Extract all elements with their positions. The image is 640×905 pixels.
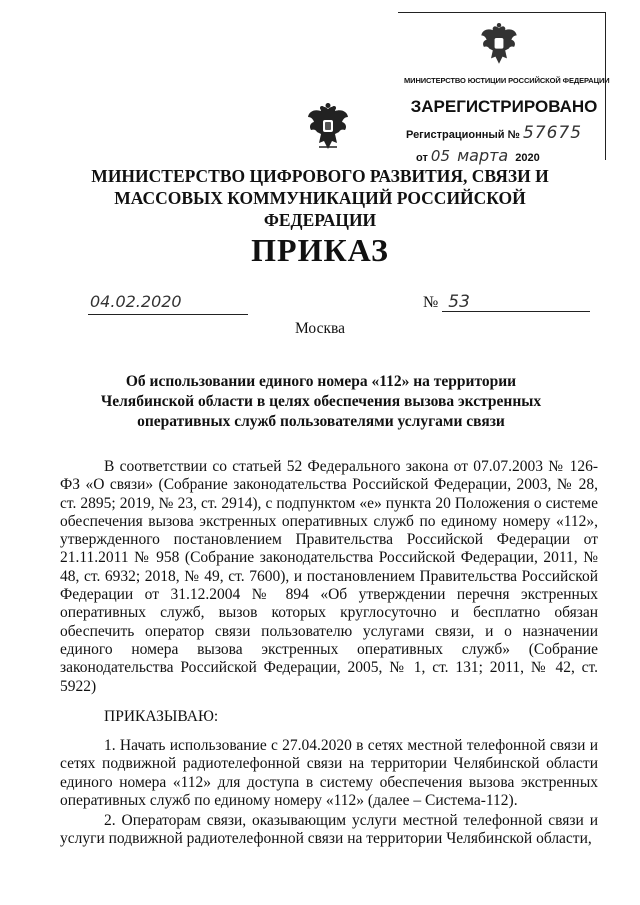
order-word: ПРИКАЗЫВАЮ: — [104, 708, 219, 725]
document-title: ПРИКАЗ — [251, 232, 389, 268]
legal-basis-paragraph: В соответствии со статьей 52 Федерального закона от 07.07.2003 № 126-ФЗ «О связи» (Собрание законодательства Российской Федерации, 2003, № 28, ст. 2895; 2019, № 23, ст. 2914), с подпунктом «е» пункта 20 Положения о системе обеспечения вызова экстренных оперативных служб по единому номеру «112», утвержденного постановлением Правительства Российской Федерации от 21.11.2011 № 958 (Собрание законодательства Российской Федерации, 2011, № 48, ст. 6932; 2018, № 49, ст. 7600), и постановлением Правительства Российской Федерации от 31.12.2004 № 894 «Об утверждении перечня экстренных оперативных служб, вызов которых круглосуточно и бесплатно обязан обеспечить оператор связи пользователю услугами связи, и о назначении единого номера вызова экстренных оперативных служб» (Собрание законодательства Российской Федерации, 2005, № 1, ст. 131; 2011, № 42, ст. 5922) — [60, 458, 598, 695]
stamp-registration-number-row — [406, 123, 582, 143]
ministry-line-2: МАССОВЫХ КОММУНИКАЦИЙ РОССИЙСКОЙ ФЕДЕРАЦИИ — [114, 188, 526, 230]
ministry-line-1: МИНИСТЕРСТВО ЦИФРОВОГО РАЗВИТИЯ, СВЯЗИ И — [91, 166, 549, 186]
stamp-date-year: 2020 — [515, 152, 540, 164]
stamp-date-month: марта — [457, 146, 509, 165]
stamp-ministry-name: МИНИСТЕРСТВО ЮСТИЦИИ РОССИЙСКОЙ ФЕДЕРАЦИИ — [404, 76, 610, 85]
stamp-date-prefix: от — [416, 152, 428, 164]
order-number-row — [423, 292, 590, 312]
order-subject: Об использовании единого номера «112» на территории Челябинской области в целях обеспечения вызова экстренных оперативных служб пользователями услугами связи — [100, 373, 542, 430]
order-number-label: № — [423, 294, 439, 311]
stamp-date-day: 05 — [430, 147, 450, 165]
registration-stamp — [398, 12, 610, 165]
issuing-ministry — [60, 165, 580, 231]
city: Москва — [295, 320, 345, 337]
coat-of-arms-emblem — [305, 103, 351, 155]
order-item-1: 1. Начать использование с 27.04.2020 в сетях местной телефонной связи и сетях подвижной радиотелефонной связи на территории Челябинской области единого номера «112» для доступа в систему обеспечения вызова экстренных оперативных служб по единому номеру «112» (далее – Система-112). — [60, 737, 598, 809]
stamp-date-row — [416, 146, 540, 165]
stamp-registered-label: ЗАРЕГИСТРИРОВАНО — [410, 97, 598, 116]
order-number: 53 — [442, 292, 590, 312]
stamp-regno-label: Регистрационный № — [406, 129, 520, 141]
order-item-2: 2. Операторам связи, оказывающим услуги местной телефонной связи и услуги подвижной радиотелефонной связи на территории Челябинской области, — [60, 812, 598, 848]
stamp-regno-value: 57675 — [522, 123, 583, 143]
stamp-coat-of-arms-icon — [478, 23, 520, 69]
order-date: 04.02.2020 — [88, 292, 248, 315]
